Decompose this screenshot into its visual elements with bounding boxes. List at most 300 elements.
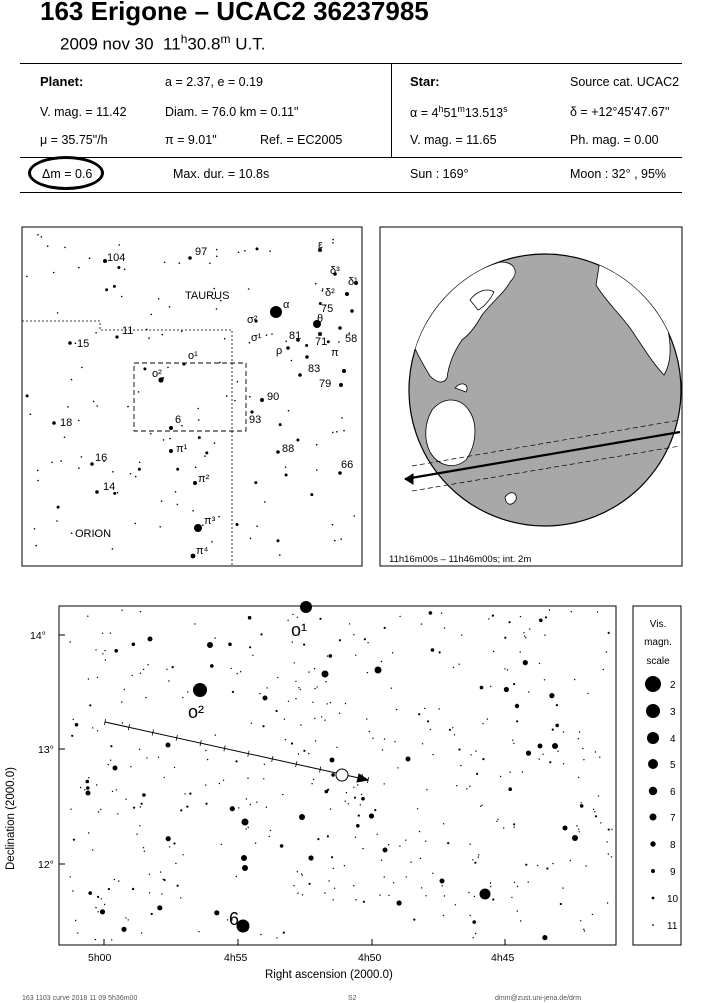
field-star [460,765,461,766]
field-star [512,740,513,741]
field-star [249,646,251,648]
field-star [92,849,93,850]
x-tick-label: 4h45 [491,952,515,964]
finder-bright-star [188,256,192,260]
bright-field-star [330,758,335,763]
field-star [606,651,607,652]
constellation-taurus: TAURUS [185,290,230,302]
field-star [260,934,261,935]
field-star [73,719,74,720]
field-star [160,871,161,872]
bright-field-star [166,743,171,748]
field-star [592,914,593,915]
field-star [524,636,525,637]
field-star [329,654,333,658]
field-star [461,634,462,635]
field-star [580,804,584,808]
bright-field-star [263,696,268,701]
field-star [331,773,335,777]
field-star [158,757,159,758]
field-star [364,638,366,640]
field-star [230,806,235,811]
field-star [321,716,322,717]
finder-star [138,468,141,471]
field-star [308,671,309,672]
bright-field-star [515,704,519,708]
field-star [525,637,526,638]
field-star [312,702,313,703]
field-star [327,655,328,656]
field-star [248,827,249,828]
planet-delta-mag: Δm = 0.6 [42,167,93,181]
field-star [504,687,509,692]
finder-star [135,523,137,525]
field-star [172,666,174,668]
finder-star [279,423,282,426]
field-star [317,838,319,840]
finder-star [250,538,252,540]
field-star [397,767,398,768]
finder-star [353,515,355,517]
scale-mag-label: 6 [670,787,676,798]
field-star [516,720,518,722]
field-star [520,920,521,921]
finder-chart [22,227,362,566]
finder-star [214,442,216,444]
field-star [598,795,599,796]
finder-label: δ¹ [348,276,358,288]
field-star [595,815,597,817]
field-star [324,892,325,893]
bright-field-star [113,766,118,771]
finder-label: 81 [289,330,302,342]
field-star [480,806,481,807]
field-star [432,873,433,874]
bright-field-star [241,855,247,861]
scale-dot [649,787,657,795]
finder-star [113,285,116,288]
field-star [384,738,385,739]
field-star [88,891,92,895]
field-star [89,704,91,706]
finder-star [112,548,114,550]
bright-field-star [572,835,578,841]
field-star [263,778,264,779]
field-star [104,904,105,905]
globe-caption: 11h16m00s – 11h46m00s; int. 2m [389,554,532,565]
finder-star [35,545,37,547]
field-star [282,794,283,795]
star-alpha-seconds: 13.513 [464,106,504,121]
bright-field-star [242,819,249,826]
footer-left: 163 1103 curve 2018 11 09 5h36m00 [22,995,138,1002]
finder-label: σ² [247,314,258,326]
field-star [339,639,341,641]
field-star [114,649,118,653]
field-star [439,651,441,653]
field-star [97,896,99,898]
finder-star [64,247,66,249]
field-star [262,725,264,727]
field-star [238,807,239,808]
field-star [549,693,554,698]
finder-star [57,506,60,509]
finder-label: θ [317,313,324,325]
field-star [166,669,167,670]
field-star [149,892,150,893]
bright-field-star [480,889,491,900]
field-star [397,900,402,905]
field-star [298,687,299,688]
field-star [236,876,237,877]
field-star [384,627,386,629]
finder-star [238,252,240,254]
field-star [542,935,547,940]
field-star [140,806,141,807]
field-star [459,664,460,665]
finder-star [34,528,36,530]
field-star [384,876,385,877]
scale-dot [652,924,654,926]
field-star [144,851,145,852]
finder-star [195,466,197,468]
field-star [124,689,125,690]
field-star [504,637,506,639]
field-star [86,786,90,790]
field-star [419,831,420,832]
field-star [513,683,515,685]
field-star [266,687,267,688]
finder-bright-star [169,426,173,430]
field-star [88,678,89,679]
field-star [315,740,316,741]
field-star [466,788,467,789]
field-star [114,879,115,880]
finder-star [169,306,171,308]
finder-star [343,430,345,432]
finder-bright-star [276,450,280,454]
bright-field-star [538,744,543,749]
field-star [496,821,497,822]
field-star [439,708,440,709]
field-star [314,718,315,719]
finder-star [277,539,280,542]
finder-star [51,462,53,464]
finder-star [332,242,334,244]
field-star [295,698,296,699]
field-star [334,888,335,889]
field-star [300,689,301,690]
finder-label: π⁴ [196,545,209,557]
field-star [161,893,162,894]
finder-label: ε [318,239,323,251]
field-star [582,748,583,749]
finder-star [256,525,258,527]
field-star [487,718,488,719]
finder-star [216,249,218,251]
finder-label: 11 [122,325,134,337]
field-star [173,842,175,844]
field-star [552,863,553,864]
finder-star [93,401,95,403]
finder-star [175,491,177,493]
x-axis-label: Right ascension (2000.0) [265,969,393,981]
planet-diameter: Diam. = 76.0 km = 0.11" [165,105,299,119]
field-star [100,909,105,914]
finder-star [26,276,28,278]
field-star [405,840,406,841]
field-star [482,758,484,760]
field-star [349,623,350,624]
field-star [143,669,144,670]
field-star [444,627,445,628]
finder-star [338,341,340,343]
field-star [593,809,594,810]
finder-star [315,283,317,285]
field-star [444,895,445,896]
field-star [472,920,476,924]
field-star [492,615,494,617]
field-star [313,779,314,780]
field-star [472,859,473,860]
finder-bright-star [68,341,72,345]
finder-star [327,340,330,343]
finder-star [37,480,39,482]
x-tick-label: 5h00 [88,952,112,964]
field-star [557,751,558,752]
finder-star [288,410,290,412]
field-star [490,882,491,883]
field-star [284,719,285,720]
finder-star [181,331,183,333]
finder-star [285,466,287,468]
finder-star [161,334,163,336]
finder-star [135,476,137,478]
field-star [509,621,511,623]
star-alpha-m-unit: m [457,104,465,114]
field-star [346,792,347,793]
field-star [430,729,431,730]
field-star [478,856,479,857]
finder-star [219,362,221,364]
finder-star [81,367,83,369]
finder-star [167,367,169,369]
field-star [75,920,76,921]
scale-title-line: scale [646,656,670,667]
finder-label: 66 [341,459,354,471]
finder-label: δ³ [330,265,340,277]
field-star [369,731,370,732]
field-star [248,616,252,620]
finder-star [127,406,129,408]
field-star [374,809,376,811]
finder-star [75,343,77,345]
field-star [513,743,514,744]
star-alpha-mid: 51 [443,106,458,121]
field-star [355,899,356,900]
field-star [555,724,559,728]
scale-dot [650,814,657,821]
field-star [381,661,382,662]
field-star [560,903,562,905]
field-star [293,885,294,886]
field-star [361,794,362,795]
field-star [277,677,278,678]
field-star [125,917,126,918]
field-star [360,804,361,805]
finder-star [176,468,179,471]
field-star [187,691,188,692]
finder-star [332,524,334,526]
finder-bright-star [342,369,346,373]
field-star [264,764,265,765]
field-star [443,823,444,824]
field-star [469,786,470,787]
field-star [86,780,90,784]
finder-star [60,460,62,462]
field-star [443,915,444,916]
finder-star [322,290,324,292]
scale-mag-label: 10 [667,894,679,905]
field-star [327,835,329,837]
field-star [525,864,527,866]
field-star [189,793,191,795]
field-star [108,888,110,890]
field-star [174,767,175,768]
finder-star [234,400,236,402]
finder-star [112,471,114,473]
field-star [182,697,183,698]
finder-star [151,314,153,316]
field-star [507,669,508,670]
finder-star [81,456,83,458]
field-star [157,905,162,910]
field-star [345,801,346,802]
field-star [223,780,224,781]
field-star [122,722,123,723]
field-star [441,612,442,613]
finder-star [26,394,29,397]
field-star [520,651,521,652]
star-alpha-h-unit: h [438,104,444,114]
field-star [151,913,153,915]
field-star [599,757,600,758]
bright-field-star [242,865,248,871]
field-star [490,886,491,887]
field-star [574,679,575,680]
field-star [302,894,303,895]
finder-star [322,288,324,290]
field-star [563,731,564,732]
field-star [136,834,137,835]
field-star [453,667,454,668]
field-star [509,772,510,773]
field-star [247,777,248,778]
planet-parallax: π = 9.01" [165,133,217,147]
field-star [600,822,601,823]
field-star [240,671,241,672]
bright-field-star [406,757,411,762]
bright-field-star [552,743,558,749]
field-star [139,749,140,750]
scale-dot [645,676,661,692]
finder-star [181,425,183,427]
bright-field-star [322,671,329,678]
field-star [392,652,393,653]
field-star [298,753,299,754]
field-star [221,844,222,845]
field-star [367,642,368,643]
field-star [336,747,337,748]
field-star [608,828,610,830]
y-axis-label: Declination (2000.0) [5,767,17,870]
finder-label: 58 [345,333,358,345]
field-star [259,693,260,694]
finder-star [30,413,32,415]
field-star [470,915,471,916]
field-star [468,892,469,893]
field-star [595,751,596,752]
field-star [269,836,270,837]
field-star [367,672,368,673]
field-star [418,713,420,715]
field-star [388,844,389,845]
field-star [441,885,442,886]
finder-label: 90 [267,391,280,403]
bright-field-star [440,879,445,884]
field-star [413,919,415,921]
field-star [141,803,143,805]
finder-star [64,437,66,439]
planet-heading: Planet: [40,74,84,89]
field-star [182,854,183,855]
constellation-orion: ORION [75,528,112,540]
field-star [95,939,96,940]
field-star [382,749,383,750]
field-star [246,798,247,799]
field-star [581,802,582,803]
field-star [198,931,199,932]
field-star [308,753,309,754]
field-star [232,691,234,693]
field-star [344,865,345,866]
bright-field-star [299,814,305,820]
finder-star [118,244,120,246]
field-star [168,680,169,681]
field-star [549,761,551,763]
field-star [358,815,360,817]
field-star [246,828,247,829]
field-star [295,681,296,682]
field-star [285,739,286,740]
finder-star [177,504,179,506]
field-star [169,846,170,847]
finder-star [296,439,299,442]
field-star [84,789,85,790]
finder-bright-star [270,306,282,318]
field-star [102,633,103,634]
field-star [164,879,166,881]
field-star [252,655,253,656]
field-star [280,844,284,848]
bright-field-star [86,791,91,796]
field-star [325,790,329,794]
field-star [110,745,112,747]
finder-bright-star [298,373,302,377]
finder-star [279,554,281,556]
field-star [186,806,188,808]
scale-dot [646,704,660,718]
